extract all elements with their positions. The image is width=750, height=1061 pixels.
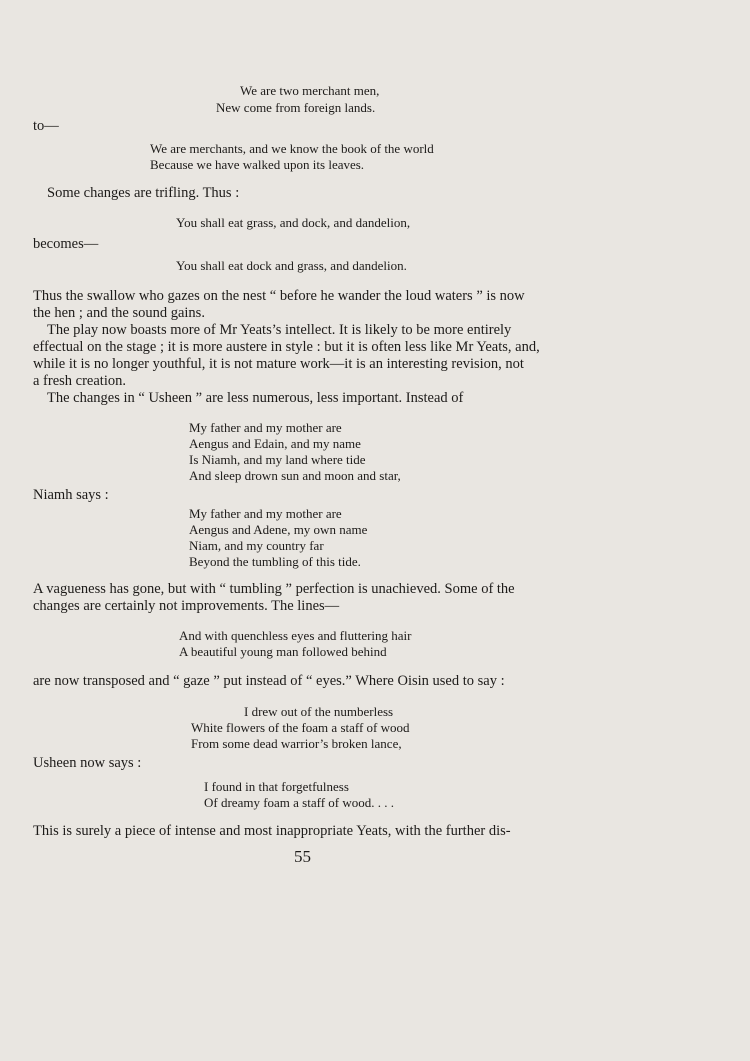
verse-line: We are merchants, and we know the book of the world bbox=[150, 141, 434, 156]
verse-line: Is Niamh, and my land where tide bbox=[189, 452, 366, 467]
verse-line: Beyond the tumbling of this tide. bbox=[189, 554, 361, 569]
verse-line: And with quenchless eyes and fluttering hair bbox=[179, 628, 412, 643]
verse-line: I drew out of the numberless bbox=[244, 704, 394, 719]
paragraph-line: Thus the swallow who gazes on the nest “ before he wander the loud waters ” is now bbox=[33, 288, 525, 304]
paragraph-line: The play now boasts more of Mr Yeats’s intellect. It is likely to be more entirely bbox=[47, 322, 512, 338]
paragraph-line: the hen ; and the sound gains. bbox=[33, 305, 205, 321]
verse-line: My father and my mother are bbox=[189, 506, 342, 521]
paragraph-line: are now transposed and “ gaze ” put instead of “ eyes.” Where Oisin used to say : bbox=[33, 673, 505, 689]
verse-line: I found in that forgetfulness bbox=[204, 779, 349, 794]
verse-line: Of dreamy foam a staff of wood. . . . bbox=[204, 795, 395, 810]
verse-line: Because we have walked upon its leaves. bbox=[150, 157, 365, 172]
verse-line: A beautiful young man followed behind bbox=[179, 644, 387, 659]
verse-line: Aengus and Edain, and my name bbox=[189, 436, 361, 451]
verse-line: We are two merchant men, bbox=[240, 83, 380, 98]
connector-text: Niamh says : bbox=[33, 487, 109, 503]
paragraph-line: A vagueness has gone, but with “ tumbling ” perfection is unachieved. Some of the bbox=[33, 581, 515, 597]
verse-line: And sleep drown sun and moon and star, bbox=[189, 468, 401, 483]
connector-text: Usheen now says : bbox=[33, 755, 142, 771]
connector-text: to— bbox=[33, 118, 59, 134]
paragraph-line: This is surely a piece of intense and most inappropriate Yeats, with the further dis- bbox=[33, 823, 511, 839]
paragraph-line: changes are certainly not improvements. The lines— bbox=[33, 598, 340, 614]
verse-line: New come from foreign lands. bbox=[216, 100, 376, 115]
connector-text: becomes— bbox=[33, 236, 99, 252]
paragraph-line: Some changes are trifling. Thus : bbox=[47, 185, 240, 201]
verse-line: You shall eat dock and grass, and dandelion. bbox=[176, 258, 407, 273]
paragraph-line: a fresh creation. bbox=[33, 373, 126, 389]
paragraph-line: The changes in “ Usheen ” are less numerous, less important. Instead of bbox=[47, 390, 464, 406]
verse-line: My father and my mother are bbox=[189, 420, 342, 435]
verse-line: You shall eat grass, and dock, and dandelion, bbox=[176, 215, 411, 230]
paragraph-line: effectual on the stage ; it is more austere in style : but it is often less like Mr Yeats, and, bbox=[33, 339, 540, 355]
page-number: 55 bbox=[294, 847, 311, 866]
paragraph-line: while it is no longer youthful, it is not mature work—it is an interesting revision, not bbox=[33, 356, 524, 372]
verse-line: From some dead warrior’s broken lance, bbox=[191, 736, 402, 751]
verse-line: Niam, and my country far bbox=[189, 538, 324, 553]
verse-line: White flowers of the foam a staff of wood bbox=[191, 720, 410, 735]
verse-line: Aengus and Adene, my own name bbox=[189, 522, 368, 537]
